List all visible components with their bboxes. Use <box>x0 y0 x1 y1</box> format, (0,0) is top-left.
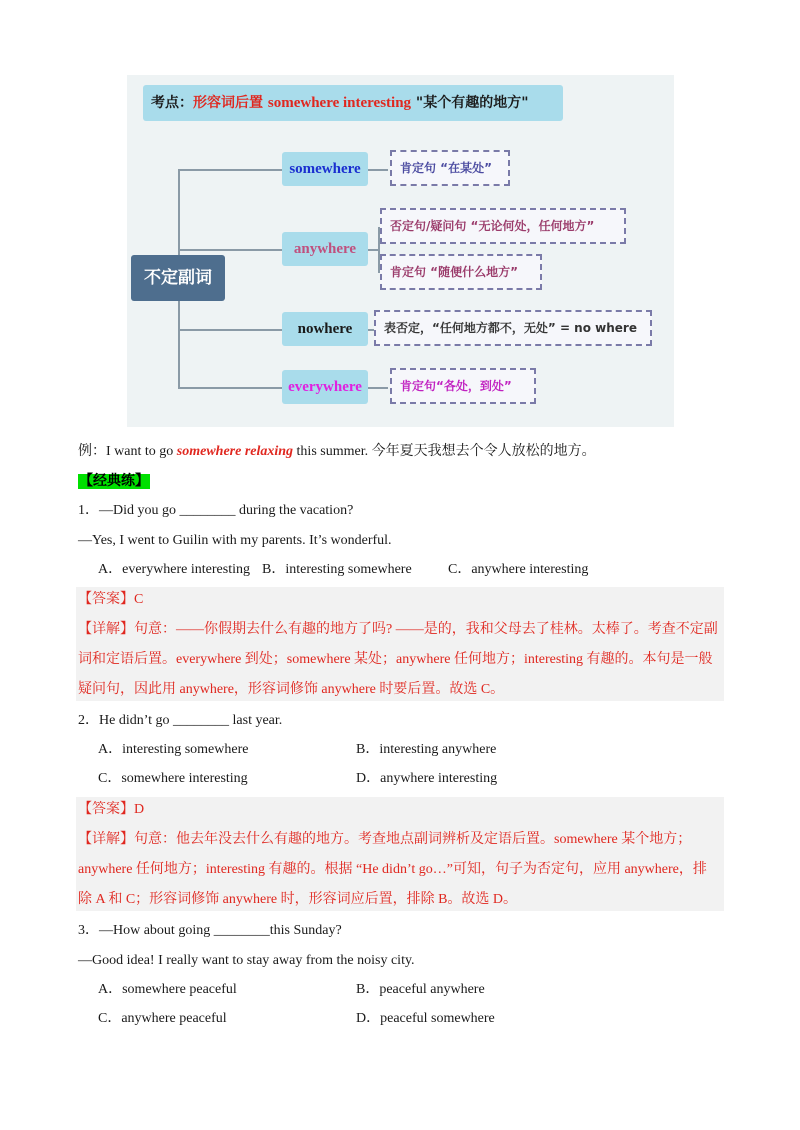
node-everywhere: everywhere <box>282 370 368 404</box>
leaf-somewhere: 肯定句 “在某处” <box>390 150 510 186</box>
leaf-nowhere: 表否定，“任何地方都不，无处” = no where <box>374 310 652 346</box>
q1-option-c: C．anywhere interesting <box>448 562 589 577</box>
mindmap <box>127 75 674 427</box>
q1-option-a: A．everywhere interesting <box>98 562 250 577</box>
q1-detail: 【详解】句意：——你假期去什么有趣的地方了吗? ——是的，我和父母去了桂林。太棒了。考查不定副词和定语后置。everywhere 到处；somewhere 某处；anywhere 任何地方；interesting 有趣的。本句是一般疑问句，因此用 anywhere，形容词修饰 anywhere 时要后置。故选 C。 <box>78 622 718 697</box>
q3-option-a: A．somewhere peaceful <box>98 982 237 997</box>
q2-detail: 【详解】句意：他去年没去什么有趣的地方。考查地点副词辨析及定语后置。somewhere 某个地方；anywhere 任何地方；interesting 有趣的。根据 “He didn’t go…”可知，句子为否定句，应用 anywhere，排除 A 和 C；形容词修饰 anywhere 时，形容词应后置，排除 B。故选 D。 <box>78 832 707 907</box>
q3-option-d: D．peaceful somewhere <box>356 1011 495 1026</box>
example-sentence: 例：I want to go somewhere relaxing this summer. 今年夏天我想去个令人放松的地方。 <box>78 444 596 459</box>
leaf-line-4 <box>368 387 388 389</box>
title-quote: "某个有趣的地方" <box>411 95 529 111</box>
branch-line-3 <box>178 329 282 331</box>
node-nowhere: nowhere <box>282 312 368 346</box>
leaf-everywhere: 肯定句“各处，到处” <box>390 368 536 404</box>
title-en: somewhere interesting <box>267 95 412 111</box>
q1-line2: —Yes, I went to Guilin with my parents. It’s wonderful. <box>78 533 392 548</box>
q3-option-b: B．peaceful anywhere <box>356 982 485 997</box>
q3-option-c: C．anywhere peaceful <box>98 1011 227 1026</box>
q2-answer: 【答案】D <box>78 802 145 817</box>
q2-stem: 2．He didn’t go ________ last year. <box>78 713 283 728</box>
section-tag: 【经典练】 <box>79 474 149 489</box>
leaf-line-2 <box>368 249 378 251</box>
title-zh: 形容词后置 <box>193 95 268 111</box>
title-prefix: 考点： <box>151 95 193 111</box>
q2-option-d: D．anywhere interesting <box>356 771 498 786</box>
q3-stem: 3．—How about going ________this Sunday? <box>78 923 342 938</box>
branch-line-4 <box>178 387 282 389</box>
leaf-anywhere-neg: 否定句/疑问句 “无论何处，任何地方” <box>380 208 626 244</box>
node-somewhere: somewhere <box>282 152 368 186</box>
example-highlight: somewhere relaxing <box>176 444 294 459</box>
q2-option-b: B．interesting anywhere <box>356 742 497 757</box>
branch-line-1 <box>178 169 282 171</box>
q2-option-a: A．interesting somewhere <box>98 742 249 757</box>
mindmap-title <box>143 85 563 121</box>
leaf-anywhere-pos: 肯定句 “随便什么地方” <box>380 254 542 290</box>
leaf-line-1 <box>368 169 388 171</box>
q1-option-b: B．interesting somewhere <box>262 562 412 577</box>
root-node: 不定副词 <box>131 255 225 301</box>
node-anywhere: anywhere <box>282 232 368 266</box>
q1-stem: 1．—Did you go ________ during the vacation? <box>78 503 354 518</box>
q3-line2: —Good idea! I really want to stay away from the noisy city. <box>78 953 415 968</box>
q2-option-c: C．somewhere interesting <box>98 771 248 786</box>
branch-line-2 <box>178 249 282 251</box>
q1-answer: 【答案】C <box>78 592 144 607</box>
